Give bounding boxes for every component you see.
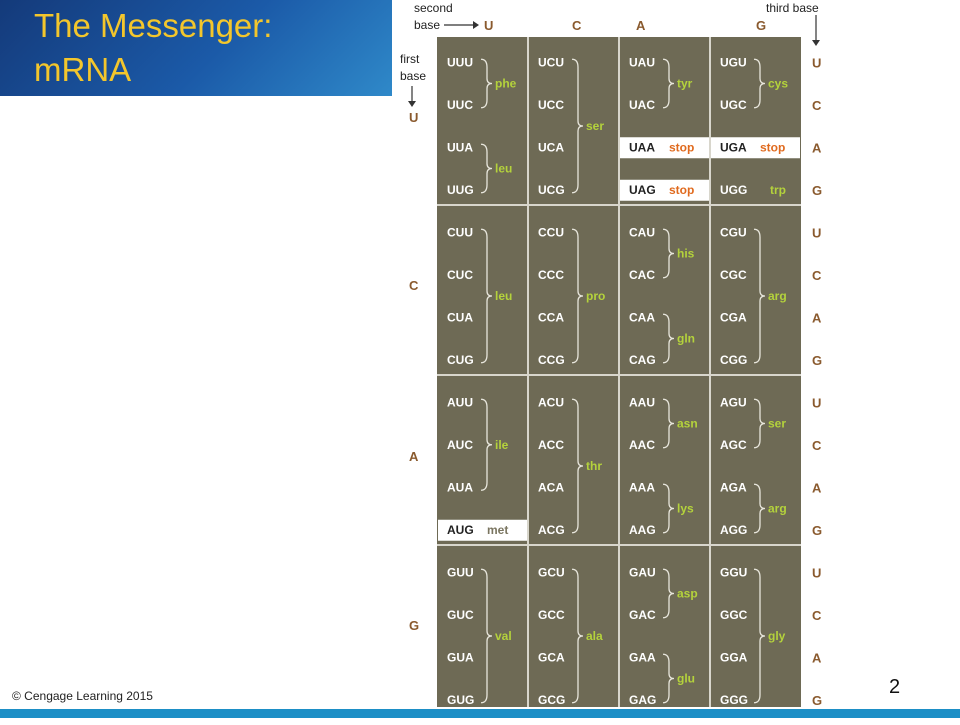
codon-uag: UAG bbox=[629, 182, 656, 197]
third-base-c: C bbox=[812, 267, 822, 283]
codon-cua: CUA bbox=[447, 310, 473, 325]
codon-cgu: CGU bbox=[720, 225, 747, 240]
codon-acc: ACC bbox=[538, 437, 564, 452]
codon-uuc: UUC bbox=[447, 97, 473, 112]
codon-ucu: UCU bbox=[538, 55, 564, 70]
first-base-a: A bbox=[409, 449, 419, 464]
amino-acid-gly: gly bbox=[768, 629, 786, 643]
codon-auu: AUU bbox=[447, 395, 473, 410]
first-base-c: C bbox=[409, 278, 419, 293]
third-base-a: A bbox=[812, 310, 822, 326]
codon-cac: CAC bbox=[629, 267, 655, 282]
third-base-u: U bbox=[812, 395, 822, 411]
slide-title bbox=[34, 4, 374, 92]
codon-gaa: GAA bbox=[629, 650, 656, 665]
amino-acid-thr: thr bbox=[586, 459, 602, 473]
codon-gac: GAC bbox=[629, 607, 656, 622]
codon-uac: UAC bbox=[629, 97, 655, 112]
amino-acid-lys: lys bbox=[677, 501, 694, 516]
amino-acid-ala: ala bbox=[586, 629, 603, 643]
codon-cuc: CUC bbox=[447, 267, 473, 282]
amino-acid-stop: stop bbox=[669, 140, 695, 155]
codon-cca: CCA bbox=[538, 310, 564, 325]
third-base-a: A bbox=[812, 650, 822, 666]
codon-aau: AAU bbox=[629, 395, 655, 410]
codon-aga: AGA bbox=[720, 480, 747, 495]
codon-uug: UUG bbox=[447, 182, 474, 197]
codon-gug: GUG bbox=[447, 692, 475, 707]
codon-cuu: CUU bbox=[447, 225, 473, 240]
amino-acid-ile: ile bbox=[495, 437, 509, 452]
third-base-c: C bbox=[812, 97, 822, 113]
codon-auc: AUC bbox=[447, 437, 473, 452]
codon-aac: AAC bbox=[629, 437, 655, 452]
third-base-g: G bbox=[812, 182, 823, 198]
slide-title-line-2: mRNA bbox=[34, 51, 132, 88]
third-base-u: U bbox=[812, 225, 822, 241]
codon-ucc: UCC bbox=[538, 97, 564, 112]
codon-acu: ACU bbox=[538, 395, 564, 410]
codon-agc: AGC bbox=[720, 437, 747, 452]
first-base-g: G bbox=[409, 618, 420, 633]
amino-acid-stop: stop bbox=[760, 140, 786, 155]
amino-acid-glu: glu bbox=[677, 671, 695, 686]
codon-ccc: CCC bbox=[538, 267, 564, 282]
amino-acid-pro: pro bbox=[586, 289, 606, 303]
third-base-g: G bbox=[812, 692, 823, 708]
codon-aaa: AAA bbox=[629, 480, 655, 495]
second-base-u: U bbox=[484, 18, 494, 33]
codon-agg: AGG bbox=[720, 522, 748, 537]
slide-title-line-1: The Messenger: bbox=[34, 7, 273, 44]
second-base-label: base bbox=[414, 18, 441, 32]
third-base-g: G bbox=[812, 352, 823, 368]
amino-acid-his: his bbox=[677, 246, 695, 261]
codon-agu: AGU bbox=[720, 395, 747, 410]
amino-acid-leu: leu bbox=[495, 289, 513, 303]
codon-guc: GUC bbox=[447, 607, 474, 622]
second-base-g: G bbox=[756, 18, 767, 33]
codon-aag: AAG bbox=[629, 522, 656, 537]
codon-uaa: UAA bbox=[629, 140, 655, 155]
codon-ccu: CCU bbox=[538, 225, 564, 240]
amino-acid-trp: trp bbox=[770, 182, 786, 197]
codon-uau: UAU bbox=[629, 55, 655, 70]
codon-uga: UGA bbox=[720, 140, 747, 155]
second-base-label: second bbox=[414, 1, 453, 15]
page-number: 2 bbox=[889, 676, 901, 698]
amino-acid-cys: cys bbox=[768, 76, 789, 91]
codon-ggg: GGG bbox=[720, 692, 749, 707]
codon-cag: CAG bbox=[629, 352, 656, 367]
codon-gca: GCA bbox=[538, 650, 565, 665]
amino-acid-arg: arg bbox=[768, 289, 787, 303]
third-base-arrowhead bbox=[812, 40, 820, 46]
codon-uua: UUA bbox=[447, 140, 473, 155]
second-base-arrowhead bbox=[473, 21, 479, 29]
amino-acid-stop: stop bbox=[669, 182, 695, 197]
amino-acid-met: met bbox=[487, 522, 509, 537]
footer-bar bbox=[0, 709, 960, 718]
codon-ggu: GGU bbox=[720, 565, 748, 580]
codon-table bbox=[392, 0, 829, 720]
codon-guu: GUU bbox=[447, 565, 474, 580]
codon-uuu: UUU bbox=[447, 55, 473, 70]
codon-ugc: UGC bbox=[720, 97, 747, 112]
first-base-arrowhead bbox=[408, 101, 416, 107]
third-base-label: third base bbox=[766, 1, 819, 15]
amino-acid-asp: asp bbox=[677, 586, 698, 601]
third-base-c: C bbox=[812, 607, 822, 623]
codon-ggc: GGC bbox=[720, 607, 748, 622]
amino-acid-leu: leu bbox=[495, 161, 513, 176]
codon-cgc: CGC bbox=[720, 267, 747, 282]
first-base-label: first bbox=[400, 52, 420, 66]
codon-gga: GGA bbox=[720, 650, 748, 665]
codon-ugg: UGG bbox=[720, 182, 748, 197]
amino-acid-gln: gln bbox=[677, 331, 695, 346]
amino-acid-phe: phe bbox=[495, 76, 517, 91]
codon-acg: ACG bbox=[538, 522, 565, 537]
copyright-notice: © Cengage Learning 2015 bbox=[12, 689, 153, 703]
first-base-label: base bbox=[400, 69, 427, 83]
third-base-u: U bbox=[812, 55, 822, 71]
codon-ccg: CCG bbox=[538, 352, 565, 367]
codon-gua: GUA bbox=[447, 650, 474, 665]
second-base-c: C bbox=[572, 18, 582, 33]
codon-uca: UCA bbox=[538, 140, 564, 155]
codon-cgg: CGG bbox=[720, 352, 748, 367]
codon-aua: AUA bbox=[447, 480, 473, 495]
codon-gag: GAG bbox=[629, 692, 657, 707]
third-base-u: U bbox=[812, 565, 822, 581]
amino-acid-ser: ser bbox=[586, 119, 605, 133]
codon-gcu: GCU bbox=[538, 565, 565, 580]
codon-ucg: UCG bbox=[538, 182, 565, 197]
codon-gcc: GCC bbox=[538, 607, 565, 622]
third-base-c: C bbox=[812, 437, 822, 453]
codon-caa: CAA bbox=[629, 310, 655, 325]
amino-acid-arg: arg bbox=[768, 501, 787, 516]
first-base-u: U bbox=[409, 110, 419, 125]
codon-table-panel bbox=[392, 0, 829, 720]
codon-cug: CUG bbox=[447, 352, 474, 367]
codon-gcg: GCG bbox=[538, 692, 566, 707]
codon-aug: AUG bbox=[447, 522, 474, 537]
third-base-g: G bbox=[812, 522, 823, 538]
codon-gau: GAU bbox=[629, 565, 656, 580]
codon-cau: CAU bbox=[629, 225, 655, 240]
third-base-a: A bbox=[812, 480, 822, 496]
codon-cga: CGA bbox=[720, 310, 747, 325]
second-base-a: A bbox=[636, 18, 646, 33]
amino-acid-val: val bbox=[495, 629, 512, 643]
codon-ugu: UGU bbox=[720, 55, 747, 70]
amino-acid-ser: ser bbox=[768, 416, 787, 431]
amino-acid-asn: asn bbox=[677, 416, 698, 431]
amino-acid-tyr: tyr bbox=[677, 76, 693, 91]
third-base-a: A bbox=[812, 140, 822, 156]
codon-aca: ACA bbox=[538, 480, 564, 495]
